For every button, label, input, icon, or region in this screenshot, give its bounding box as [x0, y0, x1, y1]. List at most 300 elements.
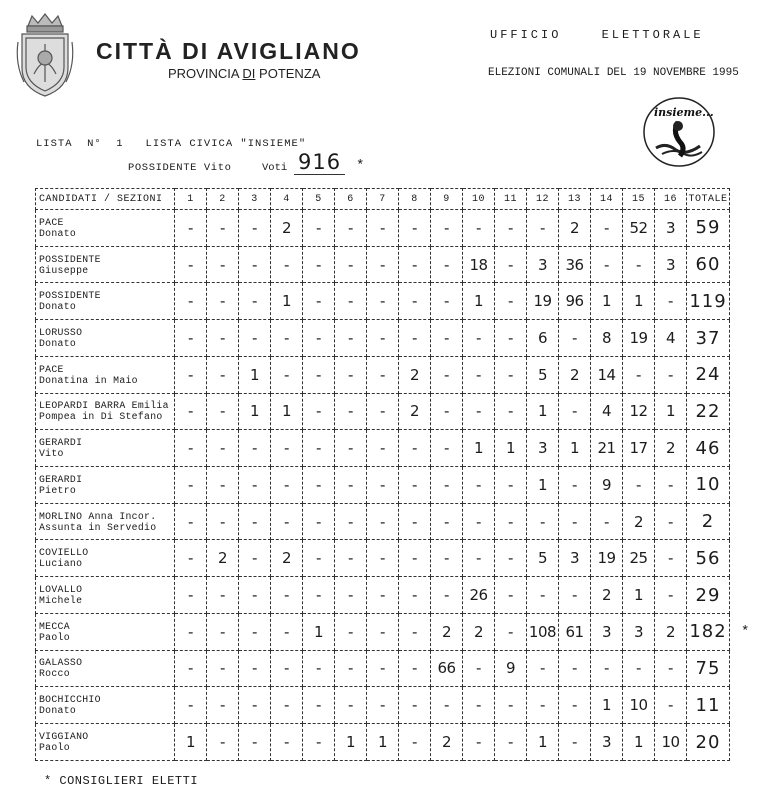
- candidate-surname: MORLINO Anna Incor.: [39, 510, 157, 522]
- section-vote-cell: 18: [463, 246, 495, 283]
- section-vote-cell: 1: [623, 577, 655, 614]
- section-vote-cell: -: [175, 210, 207, 247]
- section-vote-cell: 3: [591, 724, 623, 761]
- section-vote-cell: -: [207, 283, 239, 320]
- section-vote-cell: 1: [527, 724, 559, 761]
- section-vote-cell: 1: [271, 283, 303, 320]
- section-vote-cell: -: [207, 246, 239, 283]
- section-vote-cell: -: [463, 393, 495, 430]
- section-vote-cell: -: [495, 467, 527, 504]
- section-vote-cell: -: [463, 320, 495, 357]
- section-vote-cell: -: [431, 246, 463, 283]
- section-vote-cell: 2: [431, 613, 463, 650]
- section-vote-cell: -: [431, 283, 463, 320]
- province-subtitle: PROVINCIA DI POTENZA: [168, 66, 321, 81]
- section-vote-cell: 2: [591, 577, 623, 614]
- section-vote-cell: 17: [623, 430, 655, 467]
- section-vote-cell: -: [495, 503, 527, 540]
- section-vote-cell: 3: [527, 430, 559, 467]
- section-vote-cell: -: [495, 540, 527, 577]
- section-vote-cell: 2: [559, 356, 591, 393]
- section-vote-cell: 1: [239, 393, 271, 430]
- section-vote-cell: 5: [527, 356, 559, 393]
- section-vote-cell: 1: [495, 430, 527, 467]
- header-section-2: 2: [207, 189, 239, 210]
- section-vote-cell: -: [335, 540, 367, 577]
- section-vote-cell: -: [655, 503, 687, 540]
- section-vote-cell: 2: [655, 613, 687, 650]
- candidate-firstname: Donato: [39, 301, 77, 313]
- total-vote-cell: 10: [687, 467, 730, 504]
- section-vote-cell: -: [239, 540, 271, 577]
- header-section-9: 9: [431, 189, 463, 210]
- table-row: [36, 724, 730, 761]
- section-vote-cell: -: [303, 650, 335, 687]
- section-vote-cell: -: [367, 650, 399, 687]
- section-vote-cell: -: [559, 467, 591, 504]
- section-vote-cell: -: [399, 503, 431, 540]
- section-vote-cell: 61: [559, 613, 591, 650]
- section-vote-cell: -: [367, 467, 399, 504]
- section-vote-cell: -: [207, 430, 239, 467]
- section-vote-cell: -: [207, 650, 239, 687]
- section-vote-cell: -: [367, 430, 399, 467]
- total-vote-cell: 46: [687, 430, 730, 467]
- section-vote-cell: 19: [527, 283, 559, 320]
- header-candidates: CANDIDATI / SEZIONI: [36, 189, 175, 210]
- candidate-surname: POSSIDENTE: [39, 253, 101, 265]
- section-vote-cell: 2: [623, 503, 655, 540]
- section-vote-cell: 108: [527, 613, 559, 650]
- table-row: [36, 356, 730, 393]
- section-vote-cell: -: [335, 283, 367, 320]
- section-vote-cell: 3: [527, 246, 559, 283]
- section-vote-cell: -: [335, 467, 367, 504]
- table-row: [36, 503, 730, 540]
- section-vote-cell: -: [207, 320, 239, 357]
- section-vote-cell: 9: [591, 467, 623, 504]
- header-section-12: 12: [527, 189, 559, 210]
- section-vote-cell: -: [271, 246, 303, 283]
- section-vote-cell: -: [527, 650, 559, 687]
- section-vote-cell: -: [431, 210, 463, 247]
- section-vote-cell: -: [175, 503, 207, 540]
- section-vote-cell: -: [559, 687, 591, 724]
- candidate-name: [36, 613, 175, 650]
- candidate-name: [36, 503, 175, 540]
- section-vote-cell: -: [495, 283, 527, 320]
- section-vote-cell: -: [591, 246, 623, 283]
- section-vote-cell: -: [239, 503, 271, 540]
- candidate-surname: LEOPARDI BARRA Emilia: [39, 400, 169, 412]
- section-vote-cell: 3: [655, 246, 687, 283]
- section-vote-cell: -: [303, 210, 335, 247]
- section-vote-cell: 26: [463, 577, 495, 614]
- total-vote-cell: 2: [687, 503, 730, 540]
- section-vote-cell: -: [463, 650, 495, 687]
- section-vote-cell: -: [303, 577, 335, 614]
- candidate-firstname: Paolo: [39, 742, 70, 754]
- section-vote-cell: 2: [207, 540, 239, 577]
- section-vote-cell: 12: [623, 393, 655, 430]
- office-label: UFFICIO ELETTORALE: [490, 28, 704, 42]
- section-vote-cell: -: [239, 210, 271, 247]
- logo-text: insieme...: [654, 106, 714, 119]
- section-vote-cell: -: [335, 613, 367, 650]
- section-vote-cell: -: [399, 650, 431, 687]
- section-vote-cell: -: [207, 393, 239, 430]
- section-vote-cell: -: [335, 503, 367, 540]
- footer-note: * CONSIGLIERI ELETTI: [44, 774, 199, 788]
- elected-mark: *: [356, 158, 365, 174]
- section-vote-cell: 4: [591, 393, 623, 430]
- section-vote-cell: -: [271, 503, 303, 540]
- section-vote-cell: 3: [623, 613, 655, 650]
- section-vote-cell: -: [623, 650, 655, 687]
- section-vote-cell: -: [239, 613, 271, 650]
- section-vote-cell: -: [495, 577, 527, 614]
- candidate-firstname: Pietro: [39, 484, 77, 496]
- candidate-firstname: Donato: [39, 338, 77, 350]
- total-vote-cell: 22: [687, 393, 730, 430]
- table-row: [36, 283, 730, 320]
- section-vote-cell: -: [399, 724, 431, 761]
- header-section-15: 15: [623, 189, 655, 210]
- section-vote-cell: 10: [655, 724, 687, 761]
- section-vote-cell: -: [303, 393, 335, 430]
- section-vote-cell: -: [335, 430, 367, 467]
- candidate-name: [36, 430, 175, 467]
- section-vote-cell: -: [367, 393, 399, 430]
- table-row: [36, 650, 730, 687]
- header-section-4: 4: [271, 189, 303, 210]
- section-vote-cell: -: [175, 613, 207, 650]
- table-row: [36, 467, 730, 504]
- section-vote-cell: -: [623, 246, 655, 283]
- section-vote-cell: -: [591, 503, 623, 540]
- section-vote-cell: -: [431, 356, 463, 393]
- section-vote-cell: -: [399, 246, 431, 283]
- section-vote-cell: -: [207, 503, 239, 540]
- section-vote-cell: 3: [559, 540, 591, 577]
- section-vote-cell: 14: [591, 356, 623, 393]
- candidate-firstname: Luciano: [39, 558, 83, 570]
- section-vote-cell: -: [271, 577, 303, 614]
- candidate-firstname: Giuseppe: [39, 264, 89, 276]
- section-vote-cell: 5: [527, 540, 559, 577]
- votes-count: 916: [294, 150, 345, 175]
- section-vote-cell: -: [271, 467, 303, 504]
- insieme-logo: [642, 96, 716, 168]
- section-vote-cell: -: [239, 320, 271, 357]
- section-vote-cell: 2: [399, 393, 431, 430]
- total-vote-cell: 60: [687, 246, 730, 283]
- section-vote-cell: -: [655, 650, 687, 687]
- section-vote-cell: -: [207, 577, 239, 614]
- section-vote-cell: -: [527, 687, 559, 724]
- section-vote-cell: -: [335, 393, 367, 430]
- candidate-surname: GALASSO: [39, 657, 83, 669]
- section-vote-cell: -: [495, 210, 527, 247]
- section-vote-cell: -: [271, 613, 303, 650]
- section-vote-cell: -: [207, 467, 239, 504]
- section-vote-cell: -: [495, 356, 527, 393]
- candidate-surname: PACE: [39, 216, 64, 228]
- section-vote-cell: -: [175, 540, 207, 577]
- head-candidate: POSSIDENTE Vito: [128, 162, 232, 174]
- section-vote-cell: 2: [399, 356, 431, 393]
- total-vote-cell: 20: [687, 724, 730, 761]
- section-vote-cell: 1: [335, 724, 367, 761]
- section-vote-cell: -: [463, 687, 495, 724]
- section-vote-cell: 19: [591, 540, 623, 577]
- section-vote-cell: -: [175, 650, 207, 687]
- candidate-name: [36, 246, 175, 283]
- results-table: [35, 188, 730, 761]
- candidate-name: [36, 356, 175, 393]
- section-vote-cell: -: [623, 356, 655, 393]
- section-vote-cell: -: [463, 724, 495, 761]
- section-vote-cell: -: [559, 724, 591, 761]
- section-vote-cell: 19: [623, 320, 655, 357]
- section-vote-cell: -: [463, 540, 495, 577]
- total-vote-cell: 29: [687, 577, 730, 614]
- section-vote-cell: 1: [271, 393, 303, 430]
- elected-row-mark: *: [741, 624, 750, 640]
- section-vote-cell: -: [655, 577, 687, 614]
- section-vote-cell: -: [399, 577, 431, 614]
- section-vote-cell: -: [399, 430, 431, 467]
- section-vote-cell: -: [591, 650, 623, 687]
- candidate-surname: LORUSSO: [39, 327, 83, 339]
- section-vote-cell: -: [495, 393, 527, 430]
- section-vote-cell: 21: [591, 430, 623, 467]
- candidate-firstname: Vito: [39, 448, 64, 460]
- section-vote-cell: 1: [623, 724, 655, 761]
- header-section-5: 5: [303, 189, 335, 210]
- section-vote-cell: -: [303, 356, 335, 393]
- section-vote-cell: -: [431, 430, 463, 467]
- section-vote-cell: -: [239, 650, 271, 687]
- section-vote-cell: -: [271, 356, 303, 393]
- candidate-name: [36, 210, 175, 247]
- total-vote-cell: 119: [687, 283, 730, 320]
- section-vote-cell: -: [367, 577, 399, 614]
- section-vote-cell: -: [367, 320, 399, 357]
- section-vote-cell: -: [431, 467, 463, 504]
- candidate-surname: MECCA: [39, 620, 70, 632]
- section-vote-cell: -: [335, 210, 367, 247]
- section-vote-cell: -: [271, 687, 303, 724]
- section-vote-cell: -: [271, 650, 303, 687]
- section-vote-cell: -: [303, 724, 335, 761]
- section-vote-cell: -: [175, 283, 207, 320]
- section-vote-cell: -: [591, 210, 623, 247]
- candidate-name: [36, 724, 175, 761]
- section-vote-cell: 1: [559, 430, 591, 467]
- header-section-11: 11: [495, 189, 527, 210]
- section-vote-cell: -: [399, 467, 431, 504]
- section-vote-cell: -: [431, 577, 463, 614]
- section-vote-cell: -: [559, 393, 591, 430]
- section-vote-cell: -: [335, 246, 367, 283]
- total-vote-cell: 37: [687, 320, 730, 357]
- section-vote-cell: -: [559, 320, 591, 357]
- candidate-surname: LOVALLO: [39, 584, 83, 596]
- section-vote-cell: 8: [591, 320, 623, 357]
- header-section-6: 6: [335, 189, 367, 210]
- section-vote-cell: -: [495, 320, 527, 357]
- section-vote-cell: 6: [527, 320, 559, 357]
- section-vote-cell: 2: [431, 724, 463, 761]
- header-section-3: 3: [239, 189, 271, 210]
- section-vote-cell: 1: [303, 613, 335, 650]
- section-vote-cell: -: [559, 503, 591, 540]
- candidate-surname: GERARDI: [39, 473, 83, 485]
- section-vote-cell: 1: [527, 393, 559, 430]
- section-vote-cell: 3: [591, 613, 623, 650]
- candidate-surname: GERARDI: [39, 437, 83, 449]
- section-vote-cell: 2: [463, 613, 495, 650]
- table-header-row: [36, 189, 730, 210]
- section-vote-cell: -: [207, 687, 239, 724]
- section-vote-cell: 1: [527, 467, 559, 504]
- section-vote-cell: 66: [431, 650, 463, 687]
- section-vote-cell: -: [207, 210, 239, 247]
- section-vote-cell: -: [207, 356, 239, 393]
- section-vote-cell: 2: [271, 540, 303, 577]
- total-vote-cell: 59: [687, 210, 730, 247]
- section-vote-cell: -: [335, 650, 367, 687]
- candidate-name: [36, 650, 175, 687]
- section-vote-cell: -: [463, 503, 495, 540]
- section-vote-cell: -: [175, 467, 207, 504]
- section-vote-cell: 1: [175, 724, 207, 761]
- section-vote-cell: -: [271, 430, 303, 467]
- section-vote-cell: -: [367, 613, 399, 650]
- section-vote-cell: 52: [623, 210, 655, 247]
- section-vote-cell: -: [495, 687, 527, 724]
- section-vote-cell: -: [367, 356, 399, 393]
- section-vote-cell: 2: [655, 430, 687, 467]
- table-row: [36, 393, 730, 430]
- section-vote-cell: 96: [559, 283, 591, 320]
- header-section-13: 13: [559, 189, 591, 210]
- section-vote-cell: -: [207, 613, 239, 650]
- section-vote-cell: -: [239, 467, 271, 504]
- candidate-firstname: Paolo: [39, 631, 70, 643]
- section-vote-cell: -: [655, 540, 687, 577]
- candidate-name: [36, 540, 175, 577]
- section-vote-cell: -: [175, 320, 207, 357]
- section-vote-cell: -: [303, 687, 335, 724]
- section-vote-cell: -: [527, 210, 559, 247]
- section-vote-cell: -: [175, 430, 207, 467]
- section-vote-cell: -: [239, 724, 271, 761]
- header-section-16: 16: [655, 189, 687, 210]
- municipality-title: CITTÀ DI AVIGLIANO: [96, 38, 361, 64]
- section-vote-cell: 1: [463, 283, 495, 320]
- section-vote-cell: 1: [655, 393, 687, 430]
- section-vote-cell: 1: [591, 687, 623, 724]
- section-vote-cell: -: [367, 210, 399, 247]
- section-vote-cell: -: [431, 320, 463, 357]
- section-vote-cell: -: [175, 246, 207, 283]
- section-vote-cell: -: [431, 503, 463, 540]
- section-vote-cell: -: [655, 687, 687, 724]
- votes-label: Voti: [262, 162, 288, 174]
- section-vote-cell: -: [335, 320, 367, 357]
- section-vote-cell: -: [335, 577, 367, 614]
- section-vote-cell: -: [495, 613, 527, 650]
- section-vote-cell: -: [271, 724, 303, 761]
- total-vote-cell: 24: [687, 356, 730, 393]
- section-vote-cell: -: [303, 467, 335, 504]
- candidate-firstname: Donato: [39, 227, 77, 239]
- section-vote-cell: -: [367, 503, 399, 540]
- table-row: [36, 430, 730, 467]
- section-vote-cell: 1: [591, 283, 623, 320]
- section-vote-cell: -: [335, 356, 367, 393]
- candidate-firstname: Donatina in Maio: [39, 374, 138, 386]
- section-vote-cell: -: [399, 283, 431, 320]
- section-vote-cell: -: [399, 210, 431, 247]
- section-vote-cell: -: [559, 577, 591, 614]
- section-vote-cell: -: [367, 540, 399, 577]
- candidate-firstname: Pompea in Di Stefano: [39, 411, 163, 423]
- table-row: [36, 320, 730, 357]
- section-vote-cell: -: [623, 467, 655, 504]
- section-vote-cell: -: [239, 687, 271, 724]
- header-section-14: 14: [591, 189, 623, 210]
- section-vote-cell: 3: [655, 210, 687, 247]
- candidate-surname: COVIELLO: [39, 547, 89, 559]
- coat-of-arms-icon: [14, 12, 76, 98]
- section-vote-cell: 1: [367, 724, 399, 761]
- table-row: [36, 246, 730, 283]
- section-vote-cell: 1: [239, 356, 271, 393]
- table-row: [36, 540, 730, 577]
- section-vote-cell: 25: [623, 540, 655, 577]
- section-vote-cell: 9: [495, 650, 527, 687]
- header-section-7: 7: [367, 189, 399, 210]
- header-section-1: 1: [175, 189, 207, 210]
- section-vote-cell: -: [175, 577, 207, 614]
- table-row: [36, 613, 730, 650]
- table-row: [36, 210, 730, 247]
- section-vote-cell: 2: [559, 210, 591, 247]
- candidate-name: [36, 320, 175, 357]
- section-vote-cell: -: [655, 467, 687, 504]
- section-vote-cell: -: [303, 283, 335, 320]
- section-vote-cell: -: [175, 687, 207, 724]
- candidate-name: [36, 283, 175, 320]
- candidate-surname: PACE: [39, 363, 64, 375]
- section-vote-cell: 4: [655, 320, 687, 357]
- section-vote-cell: -: [239, 283, 271, 320]
- list-line: LISTA N° 1 LISTA CIVICA "INSIEME": [36, 138, 307, 150]
- section-vote-cell: -: [303, 430, 335, 467]
- section-vote-cell: -: [495, 724, 527, 761]
- section-vote-cell: 10: [623, 687, 655, 724]
- total-vote-cell: 11: [687, 687, 730, 724]
- total-vote-cell: 56: [687, 540, 730, 577]
- candidate-name: [36, 687, 175, 724]
- section-vote-cell: -: [463, 356, 495, 393]
- section-vote-cell: -: [303, 540, 335, 577]
- table-row: [36, 687, 730, 724]
- section-vote-cell: -: [367, 283, 399, 320]
